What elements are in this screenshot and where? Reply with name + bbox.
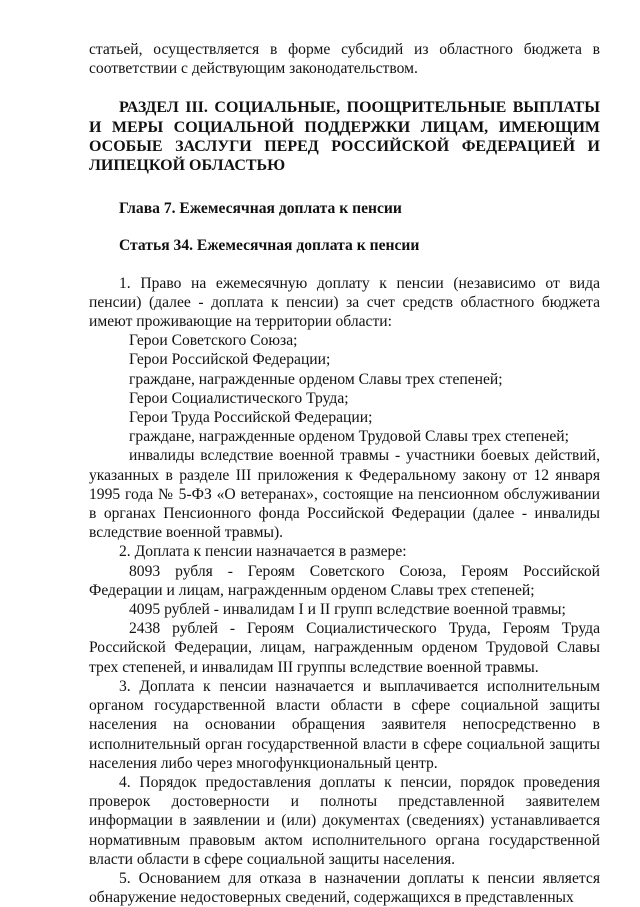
list-item: Герои Советского Союза; [129,332,298,350]
paragraph-4: 4. Порядок предоставления доплаты к пенсии, порядок проведения проверок достоверности и полноты представленной заявителем информации в заявлении и (или) документах (сведениях) устанавливается нормативным правовым актом исполнительного органа государственной власти области в сфере социальной защиты населения. [89,773,600,868]
article-heading: Статья 34. Ежемесячная доплата к пенсии [119,237,420,255]
paragraph-1: 1. Право на ежемесячную доплату к пенсии (независимо от вида пенсии) (далее - доплата к пенсии) за счет средств областного бюджета имеют проживающие на территории области: [89,274,600,331]
text-column [89,40,600,907]
list-item: граждане, награжденные орденом Трудовой Славы трех степеней; [129,428,569,446]
paragraph-2: 2. Доплата к пенсии назначается в размере: [119,543,407,561]
list-item: Герои Труда Российской Федерации; [129,409,373,427]
continuation-paragraph: статьей, осуществляется в форме субсидий из областного бюджета в соответствии с действующим законодательством. [89,41,600,78]
list-item: Герои Социалистического Труда; [129,389,349,407]
paragraph-5: 5. Основанием для отказа в назначении доплаты к пенсии является обнаружение недостоверных сведений, содержащихся в представленных [89,869,600,907]
list-item: граждане, награжденные орденом Славы трех степеней; [129,370,503,388]
list-item-invalids: инвалиды вследствие военной травмы - участники боевых действий, указанных в разделе III приложения к Федеральному закону от 12 января 1995 года № 5-ФЗ «О ветеранах», состоящие на пенсионном обслуживании в органах Пенсионного фонда Российской Федерации (далее - инвалиды вследствие военной травмы). [89,447,600,542]
section-heading: РАЗДЕЛ III. СОЦИАЛЬНЫЕ, ПООЩРИТЕЛЬНЫЕ ВЫПЛАТЫ И МЕРЫ СОЦИАЛЬНОЙ ПОДДЕРЖКИ ЛИЦАМ, ИМЕЮЩИМ ОСОБЫЕ ЗАСЛУГИ ПЕРЕД РОССИЙСКОЙ ФЕДЕРАЦИЕЙ И ЛИПЕЦКОЙ ОБЛАСТЬЮ [89,99,600,175]
amount-item: 2438 рублей - Героям Социалистического Труда, Героям Труда Российской Федерации, лицам, награжденным орденом Трудовой Славы трех степеней, и инвалидам III группы вследствие военной травмы. [89,620,600,676]
list-item: Герои Российской Федерации; [129,351,331,369]
amount-item: 4095 рублей - инвалидам I и II групп вследствие военной травмы; [129,601,566,619]
chapter-heading: Глава 7. Ежемесячная доплата к пенсии [119,200,402,218]
amount-item: 8093 рубля - Героям Советского Союза, Героям Российской Федерации и лицам, награжденным орденом Славы трех степеней; [89,562,600,599]
paragraph-3: 3. Доплата к пенсии назначается и выплачивается исполнительным органом государственной власти области в сфере социальной защиты населения на основании обращения заявителя непосредственно в исполнительный орган государственной власти в сфере социальной защиты населения либо через многофункциональный центр. [89,677,600,772]
